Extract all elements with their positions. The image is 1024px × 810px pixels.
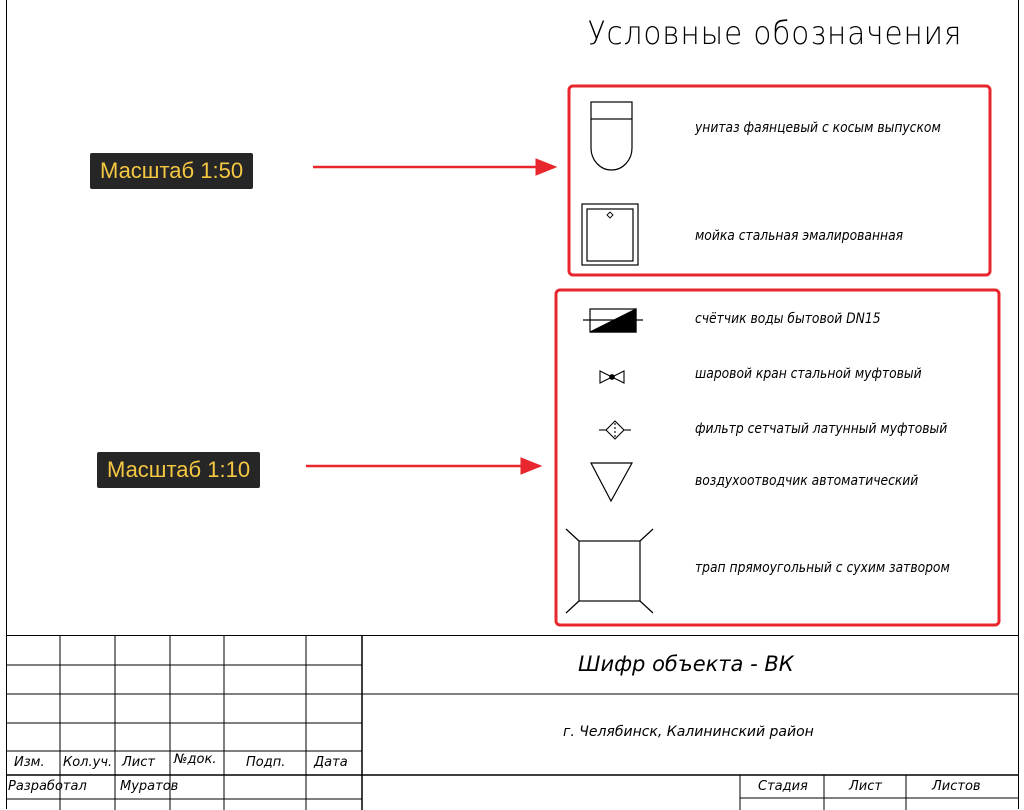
project-location: г. Челябинск, Калининский район [563,724,814,740]
header-list: Лист [122,755,155,770]
strainer-filter-icon [599,421,631,439]
header-kol-uch: Кол.уч. [63,755,113,770]
sink-icon [582,204,638,265]
legend-label-sink: мойка стальная эмалированная [695,228,904,244]
header-izm: Изм. [14,755,45,770]
water-meter-icon [583,309,643,332]
sheet-label: Лист [849,779,882,794]
legend-label-strainer-filter: фильтр сетчатый латунный муфтовый [695,421,948,437]
stage-label: Стадия [758,779,808,794]
header-date: Дата [314,755,348,770]
header-doc-number: №док. [174,752,217,767]
sheets-total-label: Листов [932,779,981,794]
legend-label-ball-valve: шаровой кран стальной муфтовый [695,366,922,382]
legend-label-toilet: унитаз фаянцевый с косым выпуском [695,120,941,136]
legend-label-air-vent: воздухоотводчик автоматический [695,473,919,489]
developer-name: Муратов [120,779,179,794]
legend-label-floor-drain: трап прямоугольный с сухим затвором [695,560,950,576]
scale-label-1-50: Масштаб 1:50 [90,153,253,189]
legend-label-water-meter: счётчик воды бытовой DN15 [695,311,881,327]
title-block [6,635,1019,810]
header-signature: Подп. [246,755,286,770]
ball-valve-icon [600,371,624,383]
scale-label-1-10: Масштаб 1:10 [97,452,260,488]
toilet-icon [591,102,632,170]
floor-drain-icon [566,529,653,613]
arrow-to-scale-50 [313,159,556,175]
arrow-to-scale-10 [306,458,541,474]
project-code: Шифр объекта - ВК [578,652,794,676]
legend-title: Условные обозначения [587,14,963,52]
developed-by-label: Разработал [8,779,87,794]
air-vent-icon [591,463,632,501]
